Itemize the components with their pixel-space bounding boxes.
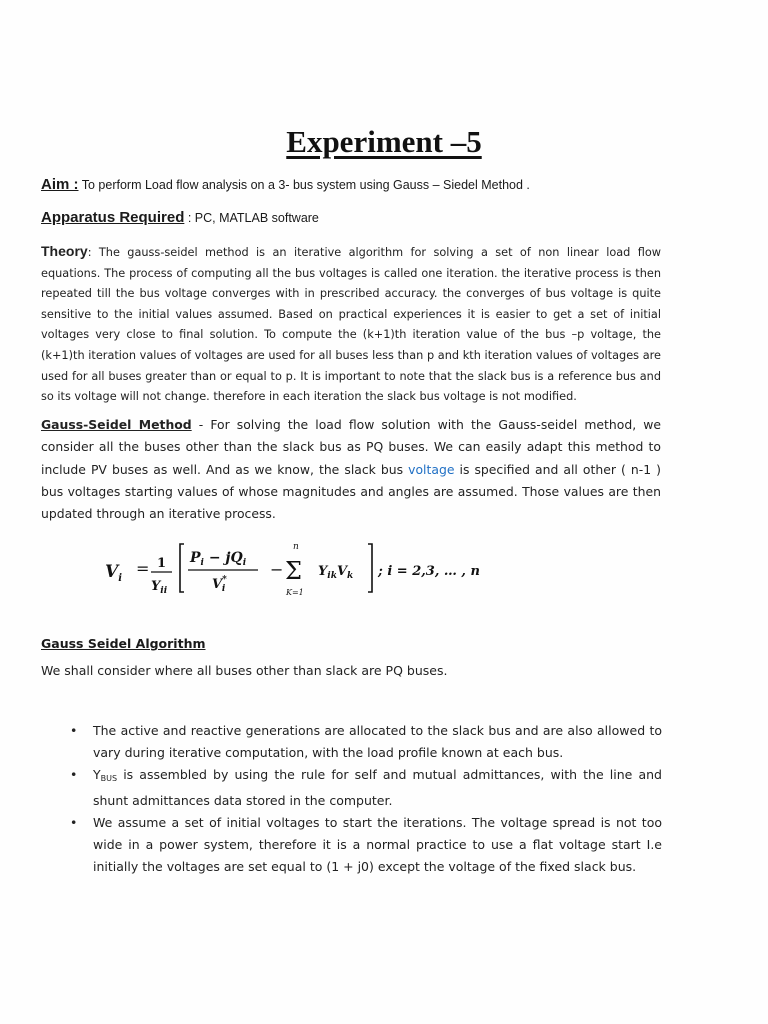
algorithm-heading: Gauss Seidel Algorithm (41, 636, 206, 651)
aim-line (41, 176, 530, 193)
bullet-subscript: BUS (100, 774, 118, 783)
voltage-link[interactable]: voltage (408, 461, 455, 477)
eq-conj-voltage: V* i (212, 575, 227, 594)
algorithm-bullet-list (70, 720, 662, 878)
gauss-seidel-heading: Gauss-Seidel Method (41, 417, 192, 432)
eq-numerator: $P_i - jQ_i$ (190, 550, 247, 568)
eq-left-bracket (180, 544, 184, 592)
eq-one: 1 (157, 556, 167, 571)
eq-sum-top: n (293, 542, 299, 552)
bullet-text: We assume a set of initial voltages to start the iterations. The voltage spread is not too wide in a power system, therefore it is a normal practice to use a flat voltage start I.e initially the voltages are set equal to (1 + j0) except the voltage of the fixed slack bus. (93, 815, 662, 874)
aim-text: To perform Load flow analysis on a 3- bus system using Gauss – Siedel Method . (78, 178, 530, 192)
gauss-seidel-equation (100, 540, 520, 600)
theory-heading: Theory (41, 243, 88, 259)
aim-heading: Aim : (41, 176, 79, 193)
eq-denominator: $Y_{ii}$ (151, 579, 168, 596)
gauss-seidel-text-2: is specified and all other ( n-1 ) bus voltages starting values of whose magnitudes and angles are assumed. Those values are then updated through an iterative process. (41, 461, 661, 522)
eq-minus: − (270, 560, 284, 579)
bullet-icon: • (70, 815, 78, 830)
list-item (70, 720, 662, 764)
apparatus-heading: Apparatus Required (41, 209, 185, 226)
theory-text: : The gauss-seidel method is an iterative algorithm for solving a set of non linear load flow equations. The process of computing all the bus voltages is called one iteration. the iterative process is then repeated till the bus voltage converges with in prescribed accuracy. the converges of bus voltage is quite sensitive to the initial values assumed. Based on practical experiences it is easier to get a set of initial voltages very close to final solution. To compute the (k+1)th iteration value of the bus –p voltage, the (k+1)th iteration values of voltages are used for all buses less than p and kth iteration values of voltages are used for all buses greater than or equal to p. It is important to note that the slack bus is a reference bus and so its voltage will not change. therefore in each iteration the slack bus voltage is not modified. (41, 246, 661, 404)
gauss-seidel-text-1: - For solving the load flow solution with the Gauss-seidel method, we consider all the buses other than the slack bus as PQ buses. We can easily adapt this method to include PV buses as well. And as we know, the slack bus (41, 417, 661, 477)
bullet-prefix: Y (93, 767, 101, 782)
algorithm-subtitle: We shall consider where all buses other than slack are PQ buses. (41, 663, 448, 678)
eq-sum-bottom: K=1 (286, 588, 304, 597)
bullet-text: The active and reactive generations are allocated to the slack bus and are also allowed to vary during iterative computation, with the load profile known at each bus. (93, 723, 662, 760)
eq-tail: ; i = 2,3, … , n (378, 564, 480, 579)
page-title: Experiment –5 (286, 124, 482, 159)
gauss-seidel-paragraph (41, 414, 661, 525)
bullet-icon: • (70, 767, 78, 782)
eq-lhs: $V_i$ (105, 562, 123, 584)
bullet-text: is assembled by using the rule for self and mutual admittances, with the line and shunt admittances data stored in the computer. (93, 767, 662, 808)
list-item (70, 812, 662, 878)
theory-paragraph (41, 241, 661, 408)
eq-term: $Y_{ik}V_k$ (318, 564, 354, 581)
apparatus-line (41, 209, 319, 226)
bullet-icon: • (70, 723, 78, 738)
list-item (70, 764, 662, 812)
apparatus-text: : PC, MATLAB software (184, 211, 319, 225)
eq-sigma: Σ (285, 557, 302, 585)
eq-equals: = (136, 559, 150, 578)
eq-right-bracket (368, 544, 372, 592)
